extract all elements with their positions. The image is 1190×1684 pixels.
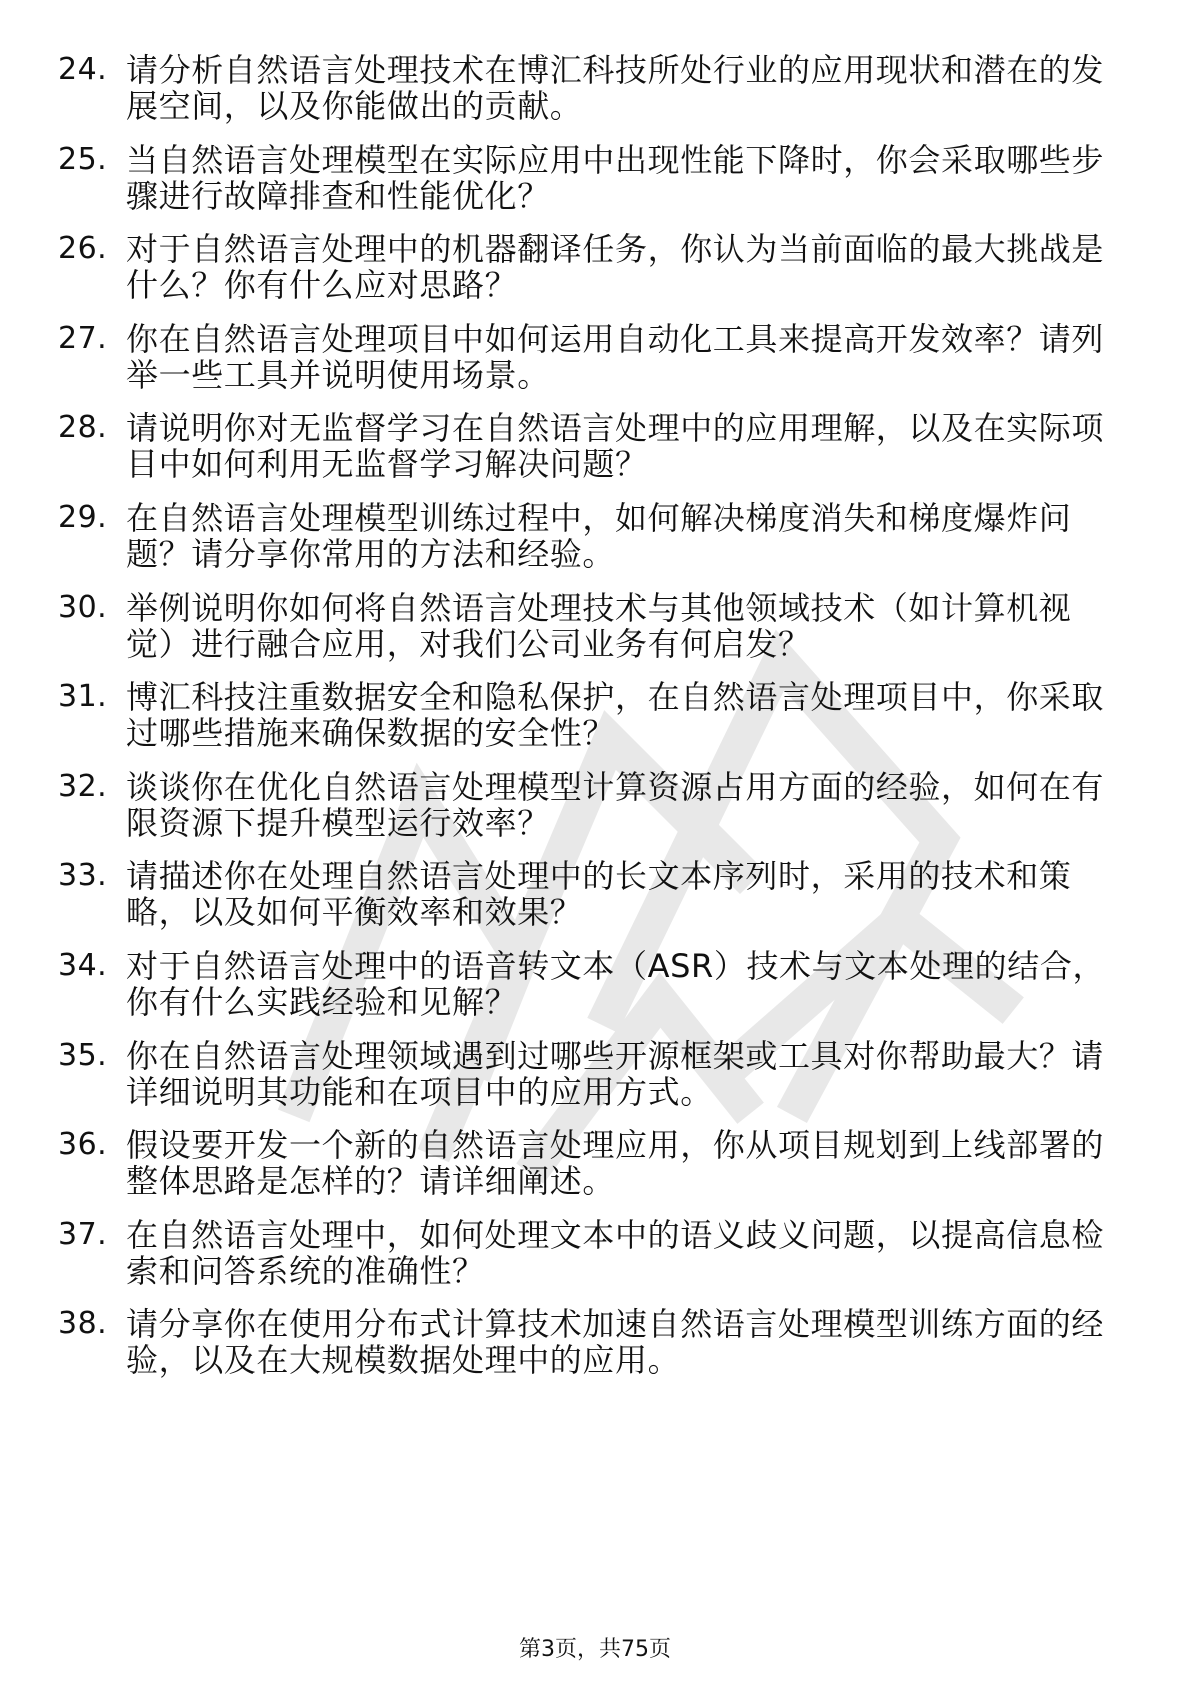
list-item [58, 321, 1118, 393]
question-number: 28. [58, 410, 108, 446]
question-text: 对于自然语言处理中的语音转文本（ASR）技术与文本处理的结合，你有什么实践经验和见解？ [126, 946, 1106, 1021]
question-number: 31. [58, 679, 108, 715]
question-number: 30. [58, 589, 108, 625]
question-number: 34. [58, 947, 108, 983]
question-text: 博汇科技注重数据安全和隐私保护，在自然语言处理项目中，你采取过哪些措施来确保数据的安全性？ [126, 678, 1105, 753]
question-number: 26. [58, 231, 108, 267]
question-text: 你在自然语言处理项目中如何运用自动化工具来提高开发效率？请列举一些工具并说明使用场景。 [126, 319, 1105, 394]
list-item [58, 769, 1118, 841]
question-number: 24. [58, 52, 108, 87]
question-text: 请分享你在使用分布式计算技术加速自然语言处理模型训练方面的经验，以及在大规模数据处理中的应用。 [126, 1305, 1105, 1380]
list-item [58, 142, 1118, 214]
list-item [58, 52, 1118, 124]
question-text: 当自然语言处理模型在实际应用中出现性能下降时，你会采取哪些步骤进行故障排查和性能优化？ [126, 140, 1105, 215]
question-text: 假设要开发一个新的自然语言处理应用，你从项目规划到上线部署的整体思路是怎样的？请详细阐述。 [126, 1126, 1105, 1201]
question-number: 27. [58, 320, 108, 356]
question-list [58, 52, 1118, 1396]
question-number: 25. [58, 141, 108, 177]
question-text: 对于自然语言处理中的机器翻译任务，你认为当前面临的最大挑战是什么？你有什么应对思路？ [126, 230, 1105, 305]
question-text: 在自然语言处理模型训练过程中，如何解决梯度消失和梯度爆炸问题？请分享你常用的方法和经验。 [126, 498, 1072, 573]
list-item [58, 500, 1118, 572]
question-text: 在自然语言处理中，如何处理文本中的语义歧义问题，以提高信息检索和问答系统的准确性？ [126, 1215, 1105, 1290]
list-item [58, 590, 1118, 662]
question-number: 29. [58, 499, 108, 535]
question-text: 请分析自然语言处理技术在博汇科技所处行业的应用现状和潜在的发展空间，以及你能做出的贡献。 [126, 51, 1105, 125]
question-text: 你在自然语言处理领域遇到过哪些开源框架或工具对你帮助最大？请详细说明其功能和在项目中的应用方式。 [126, 1036, 1105, 1111]
question-number: 32. [58, 768, 108, 804]
question-text: 请说明你对无监督学习在自然语言处理中的应用理解，以及在实际项目中如何利用无监督学习解决问题？ [126, 409, 1105, 484]
question-number: 37. [58, 1216, 108, 1252]
question-text: 举例说明你如何将自然语言处理技术与其他领域技术（如计算机视觉）进行融合应用，对我们公司业务有何启发？ [126, 588, 1072, 663]
list-item [58, 1306, 1118, 1378]
list-item [58, 1127, 1118, 1199]
list-item [58, 679, 1118, 751]
question-text: 谈谈你在优化自然语言处理模型计算资源占用方面的经验，如何在有限资源下提升模型运行效率？ [126, 767, 1105, 842]
question-text: 请描述你在处理自然语言处理中的长文本序列时，采用的技术和策略，以及如何平衡效率和效果？ [126, 857, 1072, 932]
question-number: 36. [58, 1127, 108, 1163]
list-item [58, 1217, 1118, 1289]
question-number: 33. [58, 858, 108, 894]
question-number: 35. [58, 1037, 108, 1073]
list-item [58, 231, 1118, 303]
list-item [58, 1038, 1118, 1110]
question-number: 38. [58, 1306, 108, 1342]
list-item [58, 858, 1118, 930]
list-item [58, 948, 1118, 1020]
page-number-footer: 第3页，共75页 [519, 1637, 671, 1662]
list-item [58, 410, 1118, 482]
